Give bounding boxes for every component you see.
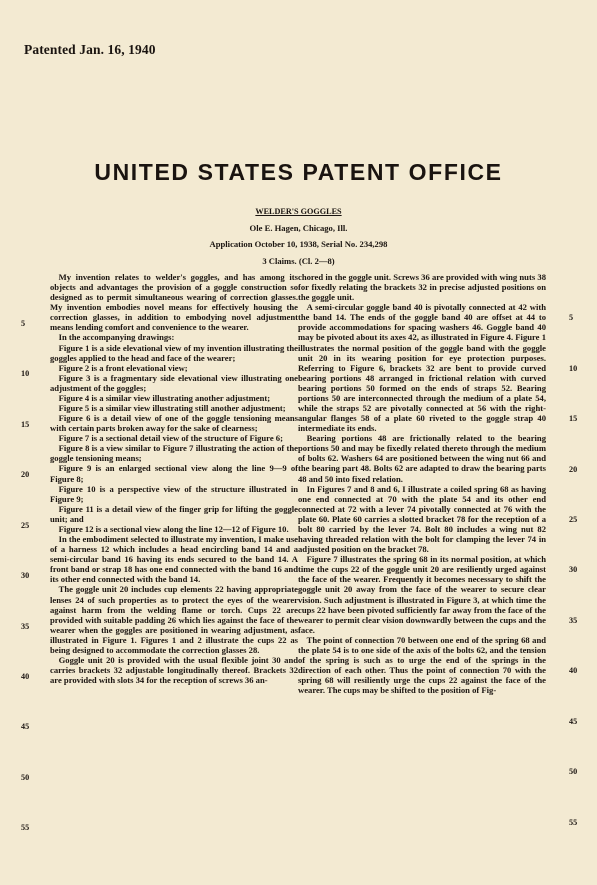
paragraph: Figure 5 is a similar view illustrating still another adjustment; xyxy=(58,403,286,414)
right-text-column xyxy=(298,272,546,695)
left-text-column xyxy=(50,272,298,685)
paragraph: Figure 7 is a sectional detail view of the structure of Figure 6; xyxy=(58,433,283,444)
paragraph: Bearing portions 48 are frictionally related to the bearing portions 50 and may be fixedly related thereto through the medium of bolts 62. Washers 64 are positioned between the wing nut 66 and the bearing part 48. Bolts 62 are adapted to draw the bearing parts 48 and 50 into fixed relation. xyxy=(298,433,546,484)
paragraph: The point of connection 70 between one end of the spring 68 and the plate 54 is to one side of the axis of the bolts 62, and the tension of the spring is such as to urge the end of the springs in the direction of each other. Thus the point of connection 70 with the spring 68 will resiliently urge the cups 22 against the face of the wearer. The cups may be shifted to the position of Fig- xyxy=(298,634,546,696)
paragraph: Figure 10 is a perspective view of the structure illustrated in Figure 9; xyxy=(50,483,298,504)
line-number: 35 xyxy=(569,616,578,625)
paragraph: Goggle unit 20 is provided with the usual flexible joint 30 and carries brackets 32 adjustable longitudinally thereof. Brackets 32 are provided with slots 34 for the reception of screws 36 an- xyxy=(50,654,298,686)
paragraph: My invention relates to welder's goggles, and has among its objects and advantages the provision of a goggle construction so designed as to permit simultaneous wearing of correction glasses. My invention embodies novel means for effectively housing the correction glasses, in addition to embodying novel adjustment means lending comfort and convenience to the wearer. xyxy=(50,272,298,333)
paragraph: Figure 4 is a similar view illustrating another adjustment; xyxy=(58,392,271,403)
paragraph: Figure 2 is a front elevational view; xyxy=(58,362,188,373)
paragraph: A semi-circular goggle band 40 is pivotally connected at 42 with the band 14. The ends of the goggle band 40 are offset at 44 to provide accommodations for spacing washers 46. Goggle band 40 may be pivoted about its axes 42, as illustrated in Figure 4. Figure 1 illustrates the normal position of the goggle band with the goggle unit 20 in its wearing position for eye protection purposes. Referring to Figure 6, brackets 32 are bent to provide curved bearing portions 48 arranged in frictional relation with curved bearing portions 50 formed on the ends of straps 52. Bearing portions 50 are interconnected through the medium of a plate 54, while the straps 52 are pivotally connected at 56 with the right-angular flanges 58 of a plate 60 riveted to the goggle strap 40 intermediate its ends. xyxy=(298,302,546,434)
paragraph: The goggle unit 20 includes cup elements 22 having appropriate lenses 24 of such properties as to protect the eyes of the wearer against harm from the welding flame or torch. Cups 22 are provided with suitable padding 26 which lies against the face of the wearer when the goggles are positioned in wearing adjustment, as illustrated in Figure 1. Figures 1 and 2 illustrate the cups 22 as being designed to accommodate the correction glasses 28. xyxy=(50,584,298,655)
line-number: 40 xyxy=(569,666,578,675)
line-number: 55 xyxy=(569,818,578,827)
paragraph: Figure 6 is a detail view of one of the goggle tensioning means with certain parts broken away for the sake of clearness; xyxy=(50,413,298,434)
office-heading: UNITED STATES PATENT OFFICE xyxy=(94,159,503,185)
paragraph: Figure 3 is a fragmentary side elevational view illustrating one adjustment of the goggles; xyxy=(50,372,298,393)
paragraph: In the accompanying drawings: xyxy=(58,332,175,343)
line-number: 50 xyxy=(21,773,30,782)
line-number: 10 xyxy=(21,369,30,378)
inventor-line: Ole E. Hagen, Chicago, Ill. xyxy=(249,223,348,233)
line-number: 30 xyxy=(21,571,30,580)
paragraph: Figure 8 is a view similar to Figure 7 illustrating the action of the goggle tensioning means; xyxy=(50,443,298,464)
line-number: 25 xyxy=(569,515,578,524)
line-number: 40 xyxy=(21,672,30,681)
line-number: 15 xyxy=(21,420,30,429)
line-number: 25 xyxy=(21,521,30,530)
claims-line: 3 Claims. (Cl. 2—8) xyxy=(262,256,335,266)
line-number: 5 xyxy=(21,319,26,328)
line-number: 5 xyxy=(569,313,574,322)
line-number: 55 xyxy=(21,823,30,832)
line-number: 45 xyxy=(21,722,30,731)
line-number: 50 xyxy=(569,767,578,776)
application-line: Application October 10, 1938, Serial No. 234,298 xyxy=(209,239,388,249)
paragraph: Figure 11 is a detail view of the finger grip for lifting the goggle unit; and xyxy=(50,503,298,524)
line-number: 30 xyxy=(569,565,578,574)
paragraph: In the embodiment selected to illustrate my invention, I make use of a harness 12 which includes a head encircling band 14 and a semi-circular band 16 having its ends secured to the band 14. A front band or strap 18 has one end connected with the band 16 and its other end connected with the band 14. xyxy=(50,534,298,585)
patented-date: Patented Jan. 16, 1940 xyxy=(24,42,156,57)
line-number: 35 xyxy=(21,622,30,631)
line-number: 45 xyxy=(569,717,578,726)
line-number: 20 xyxy=(569,465,578,474)
paragraph: chored in the goggle unit. Screws 36 are provided with wing nuts 38 for fixedly relating the brackets 32 in precise adjusted positions on the goggle unit. xyxy=(298,272,546,303)
paragraph: In Figures 7 and 8 and 6, I illustrate a coiled spring 68 as having one end connected at 70 with the plate 54 and its other end connected at 72 with a lever 74 pivotally connected at 76 with the plate 60. Plate 60 carries a slotted bracket 78 for the reception of a bolt 80 carried by the lever 74. Bolt 80 includes a wing nut 82 having threaded relation with the bolt for clamping the lever 74 in adjusted position on the bracket 78. xyxy=(298,483,546,555)
paragraph: Figure 1 is a side elevational view of my invention illustrating the goggles applied to the head and face of the wearer; xyxy=(50,342,298,363)
paragraph: Figure 9 is an enlarged sectional view along the line 9—9 of Figure 8; xyxy=(50,463,298,484)
line-number: 15 xyxy=(569,414,578,423)
line-number: 10 xyxy=(569,364,578,373)
paragraph: Figure 7 illustrates the spring 68 in its normal position, at which time the cups 22 of the goggle unit 20 are resiliently urged against the face of the wearer. Frequently it becomes necessary to shift the goggle unit 20 away from the face of the wearer to secure clear vision. Such adjustment is illustrated in Figure 3, at which time the cups 22 have been pivoted sufficiently far away from the face of the wearer to permit clear vision downwardly between the cups and the face. xyxy=(298,554,546,635)
patent-title: WELDER'S GOGGLES xyxy=(255,207,342,216)
line-number: 20 xyxy=(21,470,30,479)
paragraph: Figure 12 is a sectional view along the line 12—12 of Figure 10. xyxy=(58,523,289,534)
